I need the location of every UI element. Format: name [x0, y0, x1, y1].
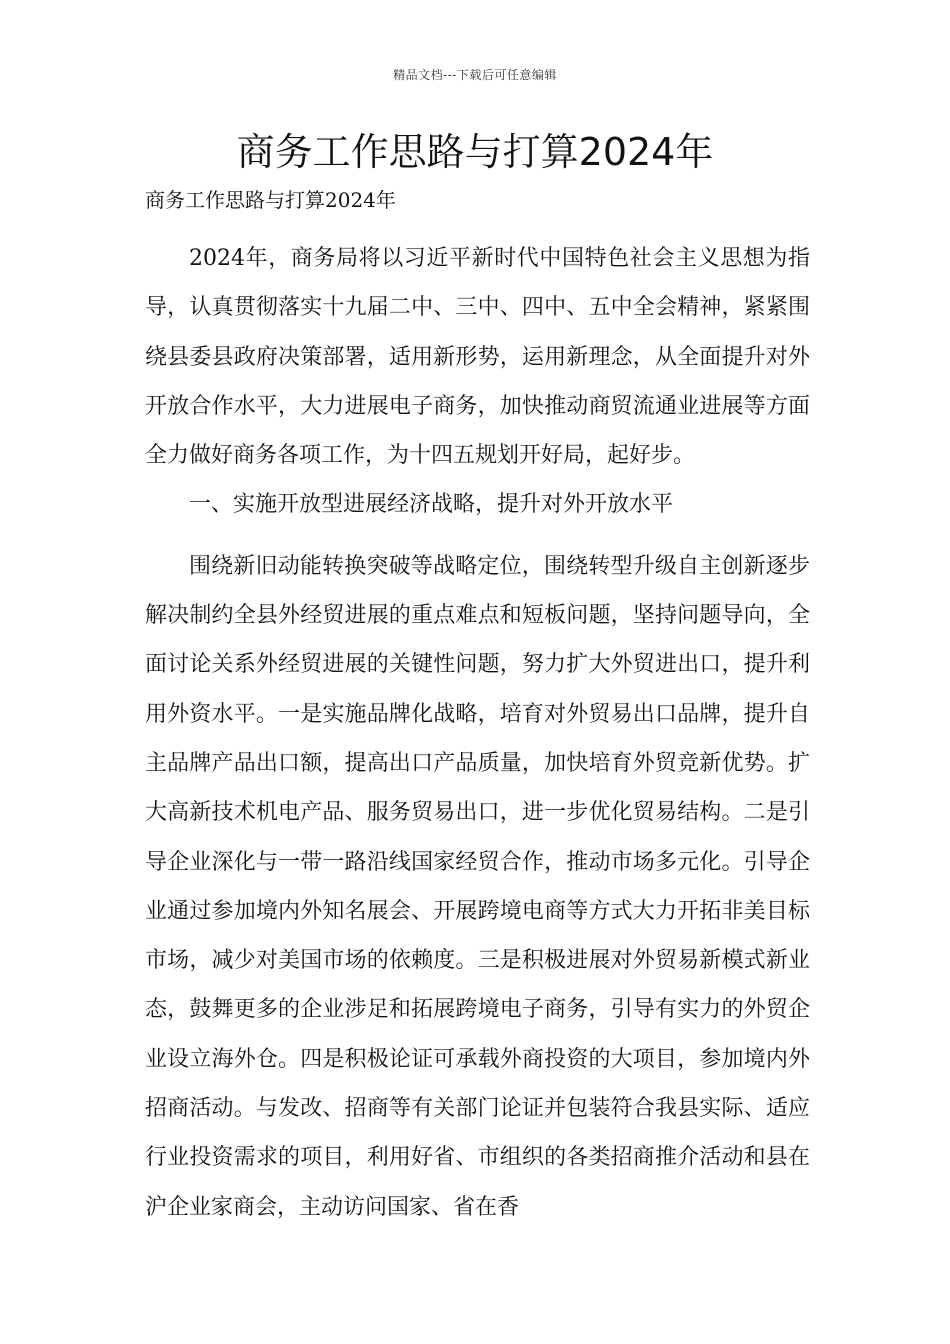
intro-paragraph: 2024年，商务局将以习近平新时代中国特色社会主义思想为指导，认真贯彻落实十九届二中、三中、四中、五中全会精神，紧紧围绕县委县政府决策部署，适用新形势，运用新理念，从全面提升对外开放合作水平，大力进展电子商务，加快推动商贸流通业进展等方面全力做好商务各项工作，为十四五规划开好局，起好步。 [145, 246, 810, 469]
document-body [145, 182, 810, 1232]
header-note: 精品文档---下载后可任意编辑 [393, 68, 557, 82]
document-title: 商务工作思路与打算2024年 [236, 130, 714, 174]
section-paragraph: 围绕新旧动能转换突破等战略定位，围绕转型升级自主创新逐步解决制约全县外经贸进展的重点难点和短板问题，坚持问题导向，全面讨论关系外经贸进展的关键性问题，努力扩大外贸进出口，提升利用外资水平。一是实施品牌化战略，培育对外贸易出口品牌，提升自主品牌产品出口额，提高出口产品质量，加快培育外贸竞新优势。扩大高新技术机电产品、服务贸易出口，进一步优化贸易结构。二是引导企业深化与一带一路沿线国家经贸合作，推动市场多元化。引导企业通过参加境内外知名展会、开展跨境电商等方式大力开拓非美目标市场，减少对美国市场的依赖度。三是积极进展对外贸易新模式新业态，鼓舞更多的企业涉足和拓展跨境电子商务，引导有实力的外贸企业设立海外仓。四是积极论证可承载外商投资的大项目，参加境内外招商活动。与发改、招商等有关部门论证并包装符合我县实际、适应行业投资需求的项目，利用好省、市组织的各类招商推介活动和县在沪企业家商会，主动访问国家、省在香 [145, 553, 810, 1220]
section-heading: 一、实施开放型进展经济战略，提升对外开放水平 [189, 492, 674, 518]
document-subtitle: 商务工作思路与打算2024年 [145, 188, 396, 212]
